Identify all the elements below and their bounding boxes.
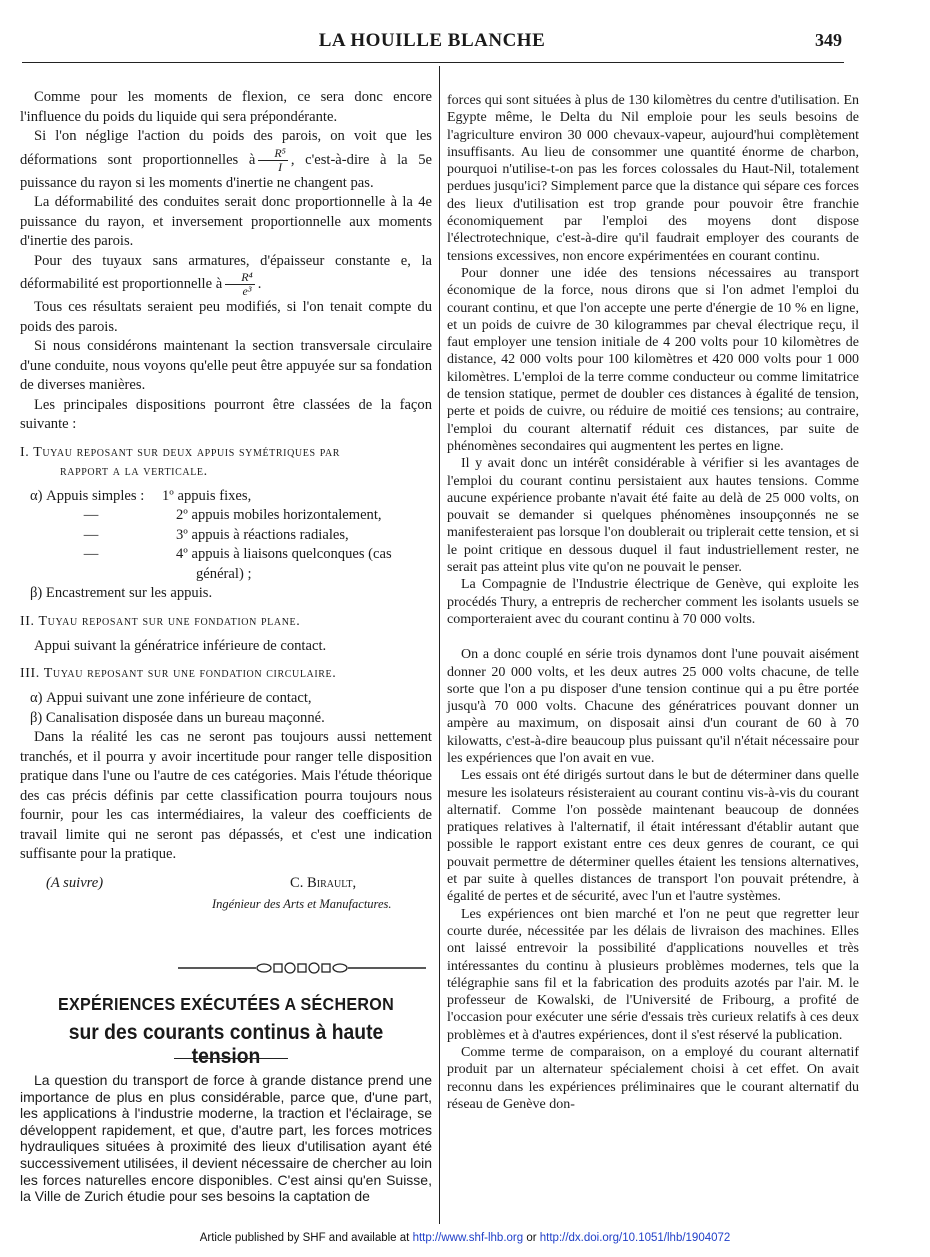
list-item: α) Appui suivant une zone inférieure de contact, (30, 690, 312, 706)
list-item: β) Canalisation disposée dans un bureau maçonné. (30, 709, 325, 726)
paragraph: Les principales dispositions pourront être classées de la façon suivante : (20, 396, 432, 432)
list-item (20, 506, 432, 526)
page-number: 349 (815, 30, 842, 50)
section-heading-line: rapport a la verticale. (60, 463, 208, 479)
formula-fraction (225, 271, 255, 298)
running-title: LA HOUILLE BLANCHE (318, 30, 546, 51)
signature-block (20, 875, 432, 919)
list-text: 1º appuis fixes, (162, 487, 252, 504)
footer-text: Article published by SHF and available at (199, 1232, 413, 1244)
paragraph-text: Si l'on néglige l'action du poids des parois, on voit que les déformations sont proportionnelles à (20, 128, 432, 168)
section-heading (20, 443, 432, 481)
list-dash: — (83, 507, 99, 523)
footer-text: or (523, 1232, 540, 1244)
formula-fraction (258, 147, 288, 174)
paragraph: forces qui sont situées à plus de 130 kilomètres du centre d'utilisation. En Egypte même, le Delta du Nil emploie pour les seuls besoins de l'agriculture environ 30 000 chevaux-vapeur, aujourd'hui complètement insuffisants. Au lieu de consommer une quantité énorme de charbon, pourquoi n'utilise-t-on pas les forces colossales du Haut-Nil, totalement perdues jusqu'ici? Simplement parce que la distance qui sépare ces forces des lieux d'utilisation est trop grande pour pouvoir être franchie économiquement par l'emploi des moyens dont dispose l'électrotechnique, c'est-à-dire qu'il faudrait employer des courants de tensions excessives, non encore expérimentées en courant continu. (447, 93, 859, 264)
paragraph (20, 127, 432, 193)
paragraph: Pour donner une idée des tensions nécessaires au transport économique de la force, nous dirons que si l'on admet l'emploi du courant continu, et que l'on accepte une perte d'énergie de 10 % en ligne, et un poids de cuivre de 30 kilogrammes par cheval électrique reçu, il faut employer une tension initiale de 4 200 volts pour 10 kilomètres de distance, 42 000 volts pour 100 kilomètres et 420 000 volts pour 1 000 kilomètres. L'emploi de la terre comme conducteur ou comme limitatrice de tension statique, permet de doubler ces distances à égalité de tension, perte et poids de cuivre, ou réduire de moitié ces tensions; au contraire, l'emploi du courant alternatif réduit ces distances, par suite de phénomènes secondaires qui augmentent les pertes en ligne. (447, 265, 859, 454)
list-dash: — (83, 526, 99, 543)
list-text: 3º appuis à réactions radiales, (176, 526, 349, 543)
paragraph: Si nous considérons maintenant la section transversale circulaire d'une conduite, nous voyons qu'elle peut être appuyée sur sa fondation de diverses manières. (20, 338, 432, 393)
section-heading: III. Tuyau reposant sur une fondation circulaire. (20, 666, 337, 681)
list-item: β) Encastrement sur les appuis. (30, 585, 213, 601)
paragraph (20, 252, 432, 299)
formula-denominator: e³ (242, 284, 252, 298)
list-text: général) ; (196, 565, 252, 582)
paragraph: Les expériences ont bien marché et l'on ne peut que regretter leur courte durée, nécessitée par les délais de livraison des machines. Elles ont laissé entrevoir la possibilité d'applications nouvelles et très intéressantes du continu à plusieurs problèmes modernes, tels que la télégraphie sans fil et la fabrication des produits azotés par l'air. M. le professeur de Kowalski, de l'Université de Fribourg, a profité de l'occasion pour exécuter une série d'essais très curieux relatifs à ces deux problèmes et à d'autres expériences, dont il s'est réservé la publication. (447, 906, 859, 1043)
article-title-line: EXPÉRIENCES EXÉCUTÉES A SÉCHERON (57, 994, 394, 1014)
list-dash: — (83, 546, 99, 562)
formula-numerator: R⁵ (258, 147, 288, 161)
author-title: Ingénieur des Arts et Manufactures. (212, 896, 392, 911)
formula-denominator: I (278, 159, 283, 174)
list-item (20, 565, 432, 585)
list-item (20, 545, 432, 565)
paragraph: La déformabilité des conduites serait donc proportionnelle à la 4e puissance du rayon, et inversement proportionnelle aux moments d'inertie des parois. (20, 194, 432, 249)
paragraph-text: , c'est-à-dire à la 5e puissance du rayon si les moments d'inertie ne changent pas. (20, 151, 432, 191)
paragraph: Comme pour les moments de flexion, ce sera donc encore l'influence du poids du liquide qui sera prépondérante. (20, 89, 432, 125)
article-title-line: sur des courants continus à haute tension (68, 1021, 384, 1068)
right-column (447, 92, 859, 1113)
list-label: α) Appuis simples : (30, 487, 145, 504)
left-column (20, 88, 432, 919)
paragraph-text: Pour des tuyaux sans armatures, d'épaisseur constante e, la déformabilité est proportionnelle à (20, 252, 432, 292)
section-heading-line: I. Tuyau reposant sur deux appuis symétriques par (20, 444, 341, 460)
section-heading: II. Tuyau reposant sur une fondation plane. (20, 613, 301, 629)
to-be-continued: (A suivre) (46, 874, 104, 891)
footer-link-doi[interactable]: http://dx.doi.org/10.1051/lhb/1904072 (539, 1232, 731, 1244)
paragraph: Il y avait donc un intérêt considérable à vérifier si les avantages de l'emploi du courant continu persistaient aux hautes tensions. Comme aucune expérience probante n'avait été faite au delà de 25 000 volts, on pouvait se demander si quelques phénomènes insoupçonnés ne se manifesteraient pas lorsque l'on doublerait ou triplerait cette tension, et si le point critique en dessous duquel il faut industriellement rester, ne serait pas atteint plus vite qu'on ne pouvait le penser. (447, 456, 859, 576)
paragraph: Les essais ont été dirigés surtout dans le but de déterminer dans quelle mesure les isolateurs résisteraient au courant continu vis-à-vis du courant alternatif. Comme l'on possède maintenant beaucoup de données pratiques relatives à l'alternatif, il était intéressant d'établir autant que possible le rapport existant entre ces deux genres de courant, ce qui pouvait permettre de déterminer quelles étaient les tensions alternatives, et par suite à quelles distances de transport l'on pouvait prétendre, à égalité de pertes et de sécurité, avec l'un et l'autre systèmes. (447, 768, 859, 905)
ornament-divider (178, 960, 426, 976)
paragraph: Dans la réalité les cas ne seront pas toujours aussi nettement tranchés, et il pourra y avoir incertitude pour ranger telle disposition pratique dans l'une ou l'autre de ces catégories. Mais l'étude théorique des cas précis définis par cette classification pourra toujours nous fournir, pour les cas intermédiaires, la valeur des coefficients de travail limite qui ne seront pas dépassés, et c'est une indication suffisante pour la pratique. (20, 729, 432, 862)
author-name: C. Birault, (290, 874, 357, 891)
paragraph: La Compagnie de l'Industrie électrique de Genève, qui exploite les procédés Thury, a entrepris de rechercher comment les isolants usuels se comporteraient avec du courant continu à 70 000 volts. (447, 577, 859, 627)
paragraph: La question du transport de force à grande distance prend une importance de plus en plus considérable, parce que, d'une part, les applications à l'industrie moderne, la traction et l'éclairage, se développent rapidement, et que, d'autre part, les forces motrices hydrauliques situées à proximité des lieux d'utilisation ayant été successivement utilisées, il devient nécessaire de chercher au loin les forces naturelles encore disponibles. C'est ainsi qu'en Suisse, la Ville de Zurich étudie pour ses besoins la captation de (20, 1072, 432, 1205)
paragraph: On a donc couplé en série trois dynamos dont l'une pouvait aisément donner 20 000 volts, et les deux autres 25 000 volts chacune, de telle sorte que l'on a pu disposer d'une tension continue qui a pu être portée jusqu'à 70 000 volts. Chacune des génératrices pouvant donner un ampère au maximum, on disposait ainsi d'un courant de 60 à 70 kilowatts, c'est-à-dire beaucoup plus puissant qu'il n'était nécessaire pour les expériences que l'on avait en vue. (447, 647, 859, 766)
publication-footer (0, 1232, 930, 1244)
column-divider (439, 66, 440, 1224)
list-text: 4º appuis à liaisons quelconques (cas (176, 546, 392, 562)
header-rule (22, 62, 844, 63)
paragraph: Tous ces résultats seraient peu modifiés, si l'on tenait compte du poids des parois. (20, 299, 432, 335)
page-header (22, 30, 842, 60)
paragraph-text: . (257, 275, 262, 292)
footer-link-shf[interactable]: http://www.shf-lhb.org (412, 1232, 524, 1244)
list-item (20, 526, 432, 546)
title-rule (174, 1058, 288, 1059)
paragraph: Appui suivant la génératrice inférieure de contact. (34, 637, 327, 654)
formula-numerator: R⁴ (225, 271, 255, 285)
paragraph: Comme terme de comparaison, on a employé du courant alternatif produit par un alternateur spécialement choisi à cet effet. On avait reconnu dans les expériences préliminaires que le courant alternatif du réseau de Genève don- (447, 1045, 859, 1112)
article-intro (20, 1072, 432, 1205)
list-text: 2º appuis mobiles horizontalement, (176, 507, 382, 523)
list-item (20, 487, 432, 507)
